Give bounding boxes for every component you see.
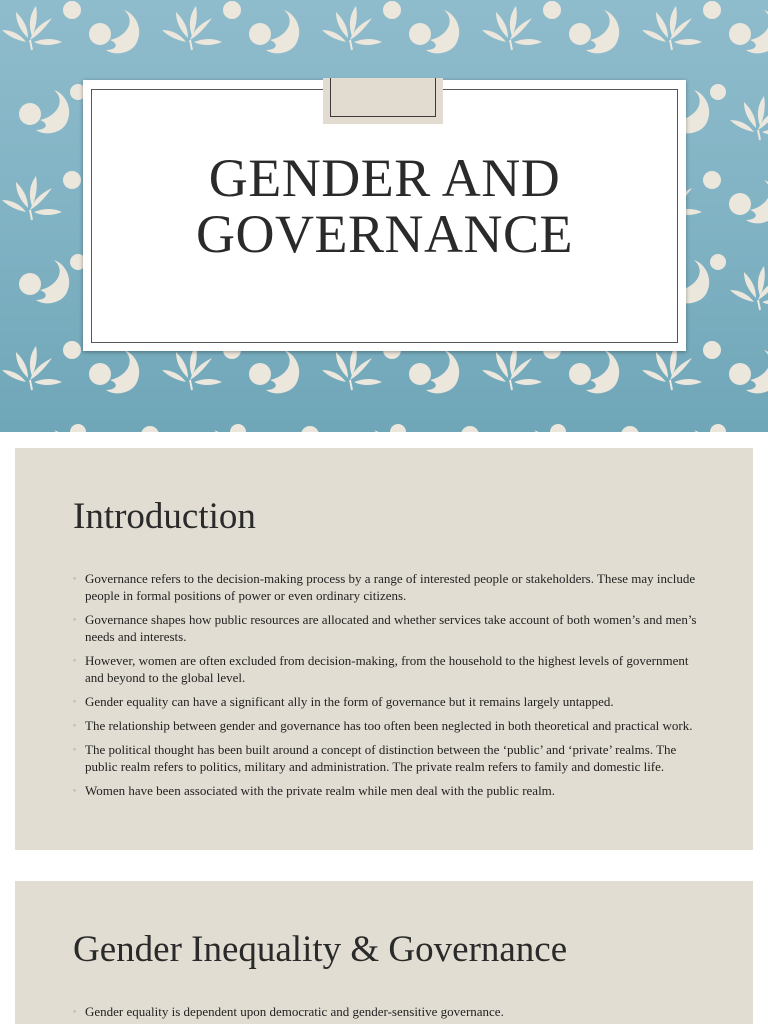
list-item: ◦ Gender equality is dependent upon democratic and gender-sensitive governance.: [73, 1004, 504, 1019]
bullet-icon: ◦: [73, 744, 77, 754]
list-item: ◦ Governance shapes how public resources are allocated and whether services take account of both women’s and men’s needs and interests.: [73, 612, 697, 644]
list-item: ◦ The political thought has been built around a concept of distinction between the ‘public’ and ‘private’ realms. The public realm refers to politics, military and administration. The private realm refers to family and domestic life.: [73, 742, 677, 774]
bullet-icon: ◦: [73, 655, 77, 665]
list-item: ◦ Women have been associated with the private realm while men deal with the public realm.: [73, 783, 556, 798]
bullet-icon: ◦: [73, 785, 77, 795]
title-slide: [0, 0, 768, 432]
introduction-slide: [15, 448, 753, 850]
title-card: [83, 80, 686, 351]
gender-inequality-slide: [15, 881, 753, 1024]
slide-heading-introduction: Introduction: [73, 496, 256, 537]
bullet-icon: ◦: [73, 696, 77, 706]
bullet-icon: ◦: [73, 573, 77, 583]
bullet-icon: ◦: [73, 1006, 77, 1016]
list-item: ◦ The relationship between gender and governance has too often been neglected in both theoretical and practical work.: [73, 718, 693, 733]
title-line-2: GOVERNANCE: [196, 204, 573, 264]
list-item: ◦ Governance refers to the decision-making process by a range of interested people or stakeholders. These may include people in formal positions of power or even ordinary citizens.: [73, 571, 696, 603]
introduction-bullet-list: [73, 570, 703, 806]
list-item: ◦ However, women are often excluded from decision-making, from the household to the highest levels of government and beyond to the global level.: [73, 653, 689, 685]
title-tab-decoration: [323, 78, 443, 124]
bullet-icon: ◦: [73, 614, 77, 624]
slide-heading-gender-inequality: Gender Inequality & Governance: [73, 929, 568, 970]
list-item: ◦ Gender equality can have a significant ally in the form of governance but it remains largely untapped.: [73, 694, 614, 709]
inequality-bullet-list: [73, 1003, 703, 1027]
presentation-title: [83, 150, 686, 262]
bullet-icon: ◦: [73, 720, 77, 730]
title-line-1: GENDER AND: [208, 148, 561, 208]
